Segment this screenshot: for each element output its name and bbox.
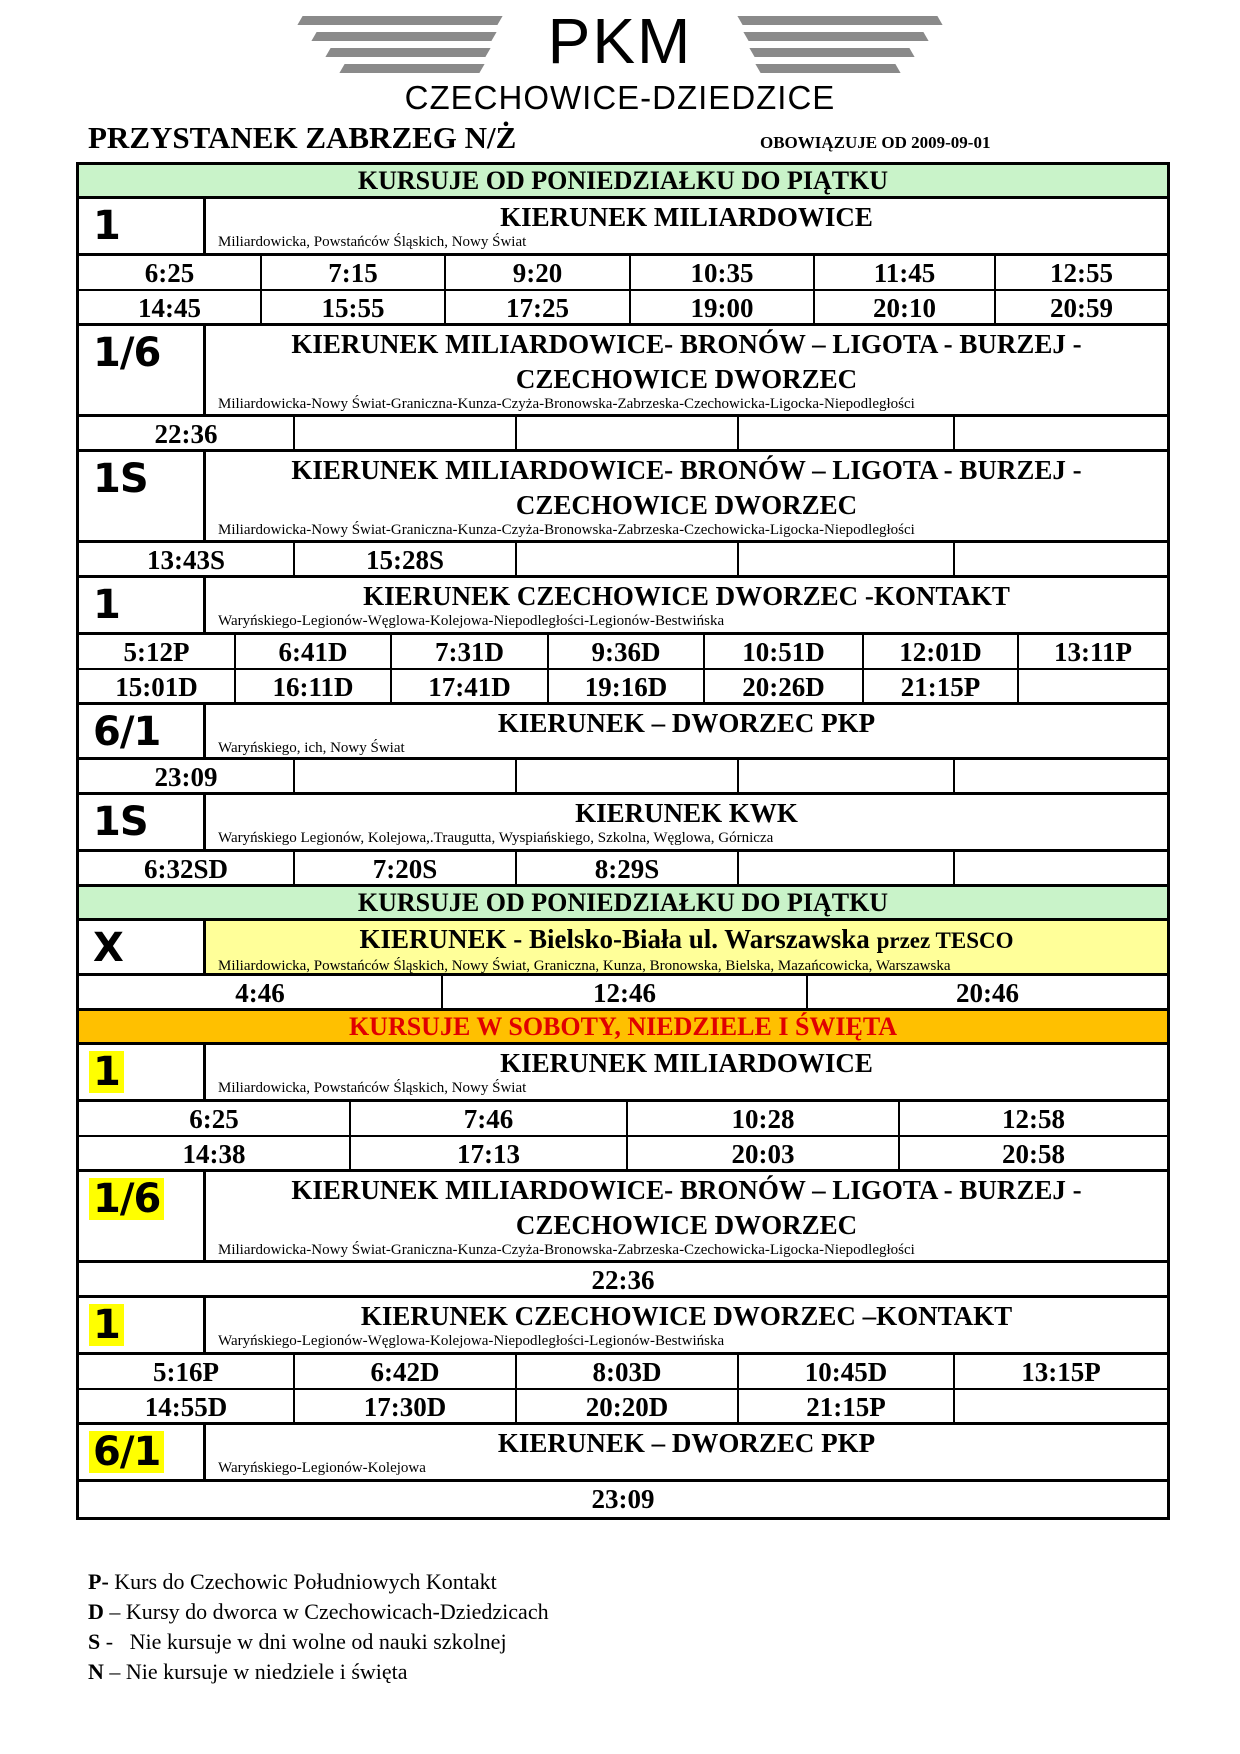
departure-time: 7:31D bbox=[392, 635, 549, 668]
route-line-number: 1/6 bbox=[93, 330, 161, 376]
departure-row bbox=[79, 1355, 1167, 1390]
departure-row bbox=[79, 1482, 1167, 1517]
departure-row bbox=[79, 291, 1167, 326]
departure-time: 17:30D bbox=[295, 1390, 517, 1422]
departure-time: 5:12P bbox=[79, 635, 236, 668]
departure-time: 19:00 bbox=[631, 291, 815, 323]
route-header bbox=[79, 705, 1167, 760]
logo-brand: PKM bbox=[290, 6, 950, 76]
route-line-cell bbox=[79, 1298, 206, 1352]
departure-time: 6:41D bbox=[236, 635, 392, 668]
departure-time: 10:45D bbox=[739, 1355, 955, 1388]
departure-time bbox=[295, 417, 517, 449]
route-direction bbox=[206, 921, 1167, 958]
route-line-cell bbox=[79, 705, 206, 757]
departure-time bbox=[739, 760, 955, 792]
departure-time: 7:15 bbox=[262, 256, 446, 289]
departure-time bbox=[739, 543, 955, 575]
route-header bbox=[79, 578, 1167, 635]
departure-time: 16:11D bbox=[236, 670, 392, 702]
departure-row bbox=[79, 1263, 1167, 1298]
route-direction: KIERUNEK MILIARDOWICE bbox=[500, 202, 873, 232]
route-line-cell bbox=[79, 1045, 206, 1099]
departure-time: 17:25 bbox=[446, 291, 631, 323]
departure-time: 20:26D bbox=[705, 670, 864, 702]
departure-time bbox=[955, 543, 1167, 575]
departure-time bbox=[739, 417, 955, 449]
route-header bbox=[79, 326, 1167, 417]
route-direction: KIERUNEK – DWORZEC PKP bbox=[497, 708, 876, 738]
route-streets: Miliardowicka-Nowy Świat-Graniczna-Kunza-Czyża-Bronowska-Zabrzeska-Czechowicka-Ligocka-Niepodległości bbox=[218, 396, 915, 412]
departure-time bbox=[1019, 670, 1167, 702]
departure-time: 15:55 bbox=[262, 291, 446, 323]
departure-time: 13:11P bbox=[1054, 637, 1132, 667]
departure-time: 5:16P bbox=[79, 1355, 295, 1388]
route-streets: Miliardowicka-Nowy Świat-Graniczna-Kunza-Czyża-Bronowska-Zabrzeska-Czechowicka-Ligocka-Niepodległości bbox=[218, 1242, 915, 1258]
legend-key: N bbox=[88, 1659, 104, 1684]
route-line-cell bbox=[79, 199, 206, 253]
route-direction: KIERUNEK CZECHOWICE DWORZEC -KONTAKT bbox=[363, 581, 1010, 611]
departure-time: 17:41D bbox=[392, 670, 549, 702]
departure-row bbox=[79, 256, 1167, 291]
route-direction: KIERUNEK MILIARDOWICE- BRONÓW – LIGOTA - BURZEJ - bbox=[291, 329, 1082, 359]
departure-time: 21:15P bbox=[864, 670, 1019, 702]
route-line-cell bbox=[79, 795, 206, 849]
departure-time: 9:20 bbox=[446, 256, 631, 289]
route-info bbox=[206, 452, 1167, 540]
valid-from-date: OBOWIĄZUJE OD 2009-09-01 bbox=[760, 133, 991, 152]
departure-time: 13:15P bbox=[1021, 1357, 1101, 1387]
departure-time: 17:13 bbox=[351, 1137, 628, 1169]
route-info bbox=[206, 199, 1167, 253]
pkm-logo bbox=[290, 5, 950, 116]
departure-time: 6:32SD bbox=[79, 852, 295, 884]
route-header bbox=[79, 1425, 1167, 1482]
legend-key: D bbox=[88, 1599, 104, 1624]
legend-key: S bbox=[88, 1629, 101, 1654]
departure-time: 12:58 bbox=[1002, 1104, 1065, 1134]
route-streets: Miliardowicka, Powstańców Śląskich, Nowy Świat bbox=[218, 1080, 527, 1096]
route-line-cell bbox=[79, 1172, 206, 1260]
departure-time: 15:28S bbox=[295, 543, 517, 575]
route-header bbox=[79, 199, 1167, 256]
departure-time: 6:25 bbox=[79, 1102, 351, 1135]
departure-row bbox=[79, 635, 1167, 670]
route-direction-line2: CZECHOWICE DWORZEC bbox=[515, 490, 858, 520]
route-direction-suffix: przez TESCO bbox=[876, 928, 1014, 953]
route-line-cell bbox=[79, 578, 206, 632]
departure-time: 12:46 bbox=[443, 976, 808, 1008]
route-line-cell bbox=[79, 921, 206, 973]
route-line-number: 1S bbox=[93, 799, 148, 845]
departure-time: 8:03D bbox=[517, 1355, 739, 1388]
route-header bbox=[79, 452, 1167, 543]
departure-time: 12:55 bbox=[1050, 258, 1113, 288]
departure-time bbox=[517, 760, 739, 792]
legend-text: Kurs do Czechowic Południowych Kontakt bbox=[108, 1569, 497, 1594]
departure-time: 20:46 bbox=[956, 978, 1019, 1008]
departure-row bbox=[79, 852, 1167, 887]
route-direction-line2: CZECHOWICE DWORZEC bbox=[515, 1210, 858, 1240]
route-line-number: 1S bbox=[93, 456, 148, 502]
route-line-cell bbox=[79, 326, 206, 414]
route-info bbox=[206, 921, 1167, 973]
departure-time: 7:46 bbox=[351, 1102, 628, 1135]
legend bbox=[88, 1567, 549, 1687]
departure-time: 12:01D bbox=[864, 635, 1019, 668]
departure-row bbox=[79, 1102, 1167, 1137]
route-header bbox=[79, 921, 1167, 976]
departure-time: 23:09 bbox=[591, 1484, 655, 1514]
departure-time: 7:20S bbox=[295, 852, 517, 884]
route-direction: KIERUNEK MILIARDOWICE- BRONÓW – LIGOTA - BURZEJ - bbox=[291, 455, 1082, 485]
departure-time bbox=[739, 852, 955, 884]
route-info bbox=[206, 1045, 1167, 1099]
route-streets: Miliardowicka-Nowy Świat-Graniczna-Kunza-Czyża-Bronowska-Zabrzeska-Czechowicka-Ligocka-Niepodległości bbox=[218, 522, 915, 538]
departure-time: 20:59 bbox=[1050, 293, 1113, 323]
departure-time: 9:36D bbox=[549, 635, 705, 668]
departure-time: 11:45 bbox=[815, 256, 996, 289]
departure-row bbox=[79, 543, 1167, 578]
departure-time: 22:36 bbox=[79, 417, 295, 449]
departure-time: 15:01D bbox=[79, 670, 236, 702]
departure-time: 14:38 bbox=[79, 1137, 351, 1169]
route-info bbox=[206, 795, 1167, 849]
departure-time bbox=[955, 760, 1167, 792]
route-line-number: X bbox=[93, 925, 123, 971]
departure-time: 20:58 bbox=[1002, 1139, 1065, 1169]
route-streets: Waryńskiego-Legionów-Kolejowa bbox=[218, 1460, 426, 1476]
weekday-banner: KURSUJE OD PONIEDZIAŁKU DO PIĄTKU bbox=[79, 887, 1167, 921]
departure-time: 10:35 bbox=[631, 256, 815, 289]
departure-time: 6:25 bbox=[79, 256, 262, 289]
route-streets: Waryńskiego-Legionów-Węglowa-Kolejowa-Niepodległości-Legionów-Bestwińska bbox=[218, 1333, 725, 1349]
departure-time: 4:46 bbox=[79, 976, 443, 1008]
route-streets: Waryńskiego-Legionów-Węglowa-Kolejowa-Niepodległości-Legionów-Bestwińska bbox=[218, 613, 725, 629]
route-line-number: 1 bbox=[93, 582, 120, 628]
departure-row bbox=[79, 417, 1167, 452]
departure-time bbox=[955, 1390, 1167, 1422]
route-line-number: 1 bbox=[89, 1304, 124, 1346]
departure-time: 6:42D bbox=[295, 1355, 517, 1388]
route-streets: Miliardowicka, Powstańców Śląskich, Nowy Świat, Graniczna, Kunza, Bronowska, Bielska, Mazańcowicka, Warszawska bbox=[218, 958, 951, 974]
departure-time: 13:43S bbox=[79, 543, 295, 575]
route-streets: Waryńskiego Legionów, Kolejowa,.Traugutta, Wyspiańskiego, Szkolna, Węglowa, Górnicza bbox=[218, 830, 774, 846]
route-line-cell bbox=[79, 1425, 206, 1479]
route-direction: KIERUNEK KWK bbox=[575, 798, 798, 828]
departure-row bbox=[79, 976, 1167, 1011]
departure-time: 10:28 bbox=[628, 1102, 900, 1135]
departure-time bbox=[955, 417, 1167, 449]
departure-time: 22:36 bbox=[591, 1265, 655, 1295]
legend-key: P- bbox=[88, 1569, 109, 1594]
route-header bbox=[79, 1298, 1167, 1355]
route-header bbox=[79, 1045, 1167, 1102]
route-info bbox=[206, 1172, 1167, 1260]
route-line-number: 1 bbox=[93, 203, 120, 249]
departure-time bbox=[517, 543, 739, 575]
route-direction-line2: CZECHOWICE DWORZEC bbox=[515, 364, 858, 394]
legend-item bbox=[88, 1567, 549, 1597]
legend-text: – Nie kursuje w niedziele i święta bbox=[103, 1659, 408, 1684]
route-info bbox=[206, 326, 1167, 414]
departure-time: 20:20D bbox=[517, 1390, 739, 1422]
route-streets: Waryńskiego, ich, Nowy Świat bbox=[218, 740, 405, 756]
route-line-cell bbox=[79, 452, 206, 540]
departure-time bbox=[295, 760, 517, 792]
departure-time: 8:29S bbox=[517, 852, 739, 884]
departure-time: 14:55D bbox=[79, 1390, 295, 1422]
route-direction: KIERUNEK CZECHOWICE DWORZEC –KONTAKT bbox=[360, 1301, 1013, 1331]
route-line-number: 1/6 bbox=[89, 1178, 164, 1220]
route-info bbox=[206, 578, 1167, 632]
timetable bbox=[76, 162, 1170, 1520]
departure-time: 21:15P bbox=[739, 1390, 955, 1422]
logo-city: CZECHOWICE-DZIEDZICE bbox=[404, 79, 836, 116]
legend-item bbox=[88, 1657, 549, 1687]
route-header bbox=[79, 1172, 1167, 1263]
departure-time: 23:09 bbox=[79, 760, 295, 792]
legend-item bbox=[88, 1597, 549, 1627]
weekday-banner: KURSUJE OD PONIEDZIAŁKU DO PIĄTKU bbox=[79, 165, 1167, 199]
departure-time: 20:10 bbox=[815, 291, 996, 323]
departure-time: 19:16D bbox=[549, 670, 705, 702]
route-direction: KIERUNEK MILIARDOWICE- BRONÓW – LIGOTA - BURZEJ - bbox=[291, 1175, 1082, 1205]
legend-text: - Nie kursuje w dni wolne od nauki szkolnej bbox=[100, 1629, 507, 1654]
route-line-number: 6/1 bbox=[93, 709, 161, 755]
departure-time: 20:03 bbox=[628, 1137, 900, 1169]
departure-row bbox=[79, 1390, 1167, 1425]
departure-row bbox=[79, 1137, 1167, 1172]
legend-item bbox=[88, 1627, 549, 1657]
departure-time bbox=[517, 417, 739, 449]
departure-row bbox=[79, 760, 1167, 795]
route-info bbox=[206, 1425, 1167, 1479]
legend-text: – Kursy do dworca w Czechowicach-Dziedzicach bbox=[103, 1599, 549, 1624]
route-line-number: 1 bbox=[89, 1051, 124, 1093]
departure-row bbox=[79, 670, 1167, 705]
route-direction: KIERUNEK MILIARDOWICE bbox=[500, 1048, 873, 1078]
route-info bbox=[206, 1298, 1167, 1352]
departure-time bbox=[955, 852, 1167, 884]
route-streets: Miliardowicka, Powstańców Śląskich, Nowy Świat bbox=[218, 234, 527, 250]
stop-title: PRZYSTANEK ZABRZEG N/Ż bbox=[88, 120, 517, 155]
route-info bbox=[206, 705, 1167, 757]
route-direction-main: KIERUNEK - Bielsko-Biała ul. Warszawska bbox=[359, 924, 870, 954]
departure-time: 10:51D bbox=[705, 635, 864, 668]
weekend-banner: KURSUJE W SOBOTY, NIEDZIELE I ŚWIĘTA bbox=[79, 1011, 1167, 1045]
departure-time: 14:45 bbox=[79, 291, 262, 323]
route-line-number: 6/1 bbox=[89, 1431, 164, 1473]
route-header bbox=[79, 795, 1167, 852]
route-direction: KIERUNEK – DWORZEC PKP bbox=[497, 1428, 876, 1458]
